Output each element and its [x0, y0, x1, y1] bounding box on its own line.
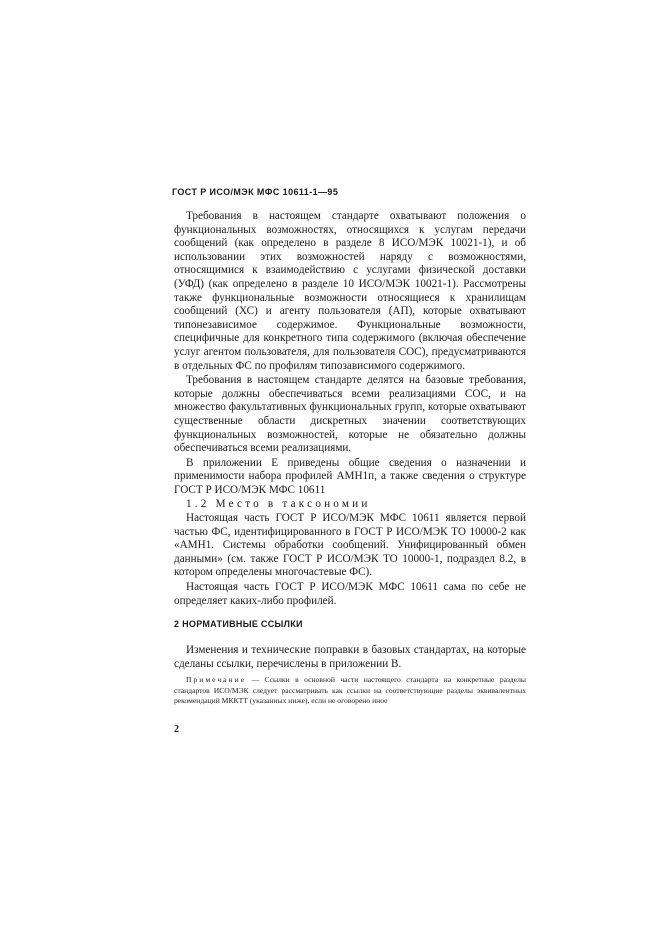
note-block [174, 675, 526, 707]
note-text: — Ссылки в основной части настоящего стандарта на конкретные разделы стандартов ИСО/МЭК следует рассматривать как ссылки на соответствующие разделы эквивалентных рекомендаций МККТТ (указанных ниже), если не оговорено иное [174, 675, 526, 706]
section-2-heading: 2 НОРМАТИВНЫЕ ССЫЛКИ [174, 619, 303, 629]
document-header: ГОСТ Р ИСО/МЭК МФС 10611-1—95 [172, 187, 339, 197]
page-number: 2 [174, 724, 179, 735]
subsection-paragraph-2: Настоящая часть ГОСТ Р ИСО/МЭК МФС 10611 сама по себе не определяет каких-либо профилей. [174, 581, 526, 607]
section-2-body [174, 644, 526, 671]
paragraph-1: Требования в настоящем стандарте охватывают положения о функциональных возможностях, относящихся к услугам передачи сообщений (как определено в разделе 8 ИСО/МЭК 10021-1), и об использовании этих возможностей наряду с возможностями, относящимися к взаимодействию с услугами физической доставки (УФД) (как определено в разделе 10 ИСО/МЭК 10021-1). Рассмотрены также функциональные возможности относящиеся к хранилищам сообщений (ХС) и агенту пользователя (АП), которые охватывают типонезависимое содержимое. Функциональные возможности, специфичные для конкретного типа содержимого (включая обеспечение услуг агентом пользователя, для пользователя СОС), предусматриваются в отдельных ФС по профилям типозависимого содержимого. [174, 210, 526, 372]
section-2-paragraph: Изменения и технические поправки в базовых стандартах, на которые сделаны ссылки, перечислены в приложении В. [174, 644, 526, 670]
subsection-heading: 1.2 Место в таксономии [186, 498, 371, 511]
paragraph-2: Требования в настоящем стандарте делятся на базовые требования, которые должны обеспечиваться всеми реализациями СОС, и на множество факультативных функциональных групп, которые охватывают существенные области дискретных значении соответствующих функциональных возможностей, которые не обязательно должны обеспечиваться всеми реализациями. [174, 374, 526, 455]
section-1-body [174, 210, 526, 609]
subsection-paragraph-1: Настоящая часть ГОСТ Р ИСО/МЭК МФС 10611 является первой частью ФС, идентифицированного в ГОСТ Р ИСО/МЭК ТО 10000-2 как «АМН1. Системы обработки сообщений. Унифицированный обмен данными» (см. также ГОСТ Р ИСО/МЭК ТО 10000-1, подраздел 8.2, в котором определены многочастевые ФС). [174, 512, 526, 579]
note-label: Примечание [186, 675, 247, 684]
paragraph-3: В приложении Е приведены общие сведения о назначении и применимости набора профилей АМН1п, а также сведения о структуре ГОСТ Р ИСО/МЭК МФС 10611 [174, 456, 526, 496]
